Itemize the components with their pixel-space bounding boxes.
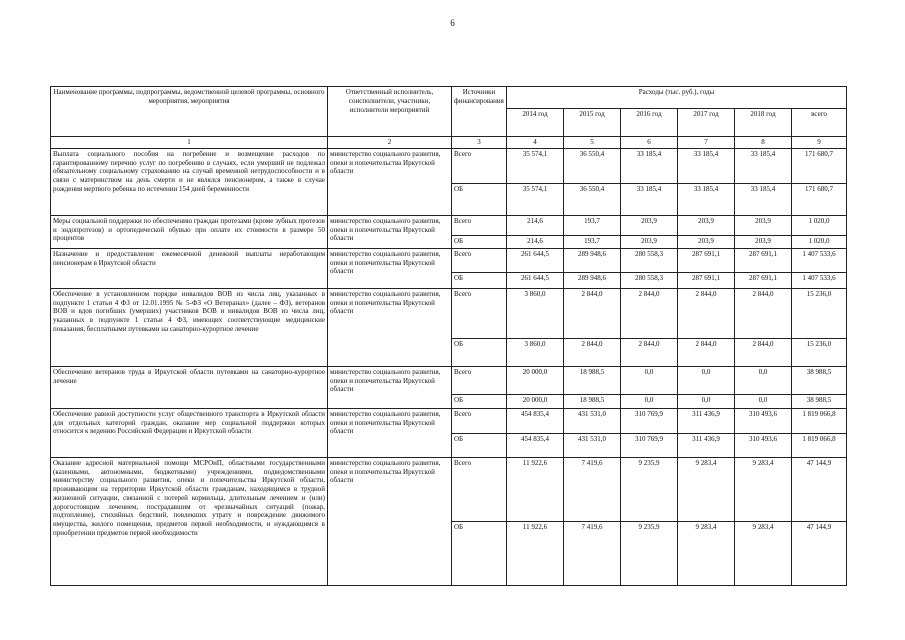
column-number: 3 bbox=[452, 137, 507, 149]
funding-source: Всего bbox=[452, 457, 507, 521]
funding-source: ОБ bbox=[452, 433, 507, 457]
table-row bbox=[51, 148, 847, 183]
expense-value: 0,0 bbox=[621, 394, 678, 408]
column-number: 9 bbox=[792, 137, 847, 149]
expense-value: 0,0 bbox=[621, 366, 678, 394]
program-name: Выплата социального пособия на погребение и возмещение расходов по гарантированному перечню услуг по погребению в случаях, если умерший не подлежал обязательному социальному страхованию на случай временной нетрудоспособности и в связи с материнством на день смерти и не являлся пенсионером, а также в случае рождения мертвого ребенка по истечении 154 дней беременности bbox=[51, 148, 328, 215]
funding-source: Всего bbox=[452, 288, 507, 338]
expense-value: 203,9 bbox=[735, 215, 792, 235]
expense-value: 9 283,4 bbox=[678, 457, 735, 521]
funding-source: ОБ bbox=[452, 183, 507, 215]
expense-total: 1 407 533,6 bbox=[792, 248, 847, 272]
expense-value: 310 769,9 bbox=[621, 408, 678, 433]
expense-total: 47 144,9 bbox=[792, 457, 847, 521]
expense-value: 2 844,0 bbox=[564, 288, 621, 338]
executor: министерство социального развития, опеки и попечительства Иркутской области bbox=[328, 288, 452, 366]
expense-value: 18 988,5 bbox=[564, 394, 621, 408]
expense-value: 0,0 bbox=[678, 366, 735, 394]
expense-value: 287 691,1 bbox=[735, 272, 792, 288]
expense-value: 193,7 bbox=[564, 235, 621, 248]
expense-value: 2 844,0 bbox=[678, 338, 735, 366]
expense-value: 20 000,0 bbox=[507, 394, 564, 408]
expense-value: 18 988,5 bbox=[564, 366, 621, 394]
program-name: Назначение и предоставление ежемесячной денежной выплаты неработающим пенсионерам в Иркутской области bbox=[51, 248, 328, 288]
expense-value: 33 185,4 bbox=[678, 183, 735, 215]
expense-total: 1 819 066,8 bbox=[792, 408, 847, 433]
expense-value: 287 691,1 bbox=[678, 248, 735, 272]
expense-value: 35 574,1 bbox=[507, 183, 564, 215]
expense-value: 2 844,0 bbox=[564, 338, 621, 366]
expense-value: 3 860,0 bbox=[507, 288, 564, 338]
expense-value: 0,0 bbox=[678, 394, 735, 408]
expense-value: 310 493,6 bbox=[735, 433, 792, 457]
table-row bbox=[51, 248, 847, 272]
program-name: Оказание адресной материальной помощи МСРОиП, областными государственными (казенными, автономными, бюджетными) учреждениями, подведомственными министерству социального развития, опеки и попечительства Иркутской области, проживающим на территории Иркутской области гражданам, находящимся в трудной жизненной ситуации, связанной с потерей кормильца, длительным лечением и (или) дорогостоящим лечением, пострадавшим от чрезвычайных ситуаций (пожар, подтопление), стихийных бедствий, повлекших утрату и повреждение движимого имущества, жилого помещения, предметов первой необходимости, и нуждающимся в приобретении предметов первой необходимости bbox=[51, 457, 328, 585]
funding-source: Всего bbox=[452, 148, 507, 183]
expense-value: 0,0 bbox=[735, 366, 792, 394]
expense-value: 36 550,4 bbox=[564, 183, 621, 215]
expense-value: 2 844,0 bbox=[735, 338, 792, 366]
header-total: всего bbox=[792, 109, 847, 137]
expense-value: 310 493,6 bbox=[735, 408, 792, 433]
column-number: 6 bbox=[621, 137, 678, 149]
executor: министерство социального развития, опеки и попечительства Иркутской области bbox=[328, 215, 452, 248]
expense-value: 431 531,0 bbox=[564, 408, 621, 433]
expense-value: 36 550,4 bbox=[564, 148, 621, 183]
header-year: 2017 год bbox=[678, 109, 735, 137]
header-expenses: Расходы (тыс. руб.), годы bbox=[507, 87, 847, 109]
expense-value: 214,6 bbox=[507, 215, 564, 235]
expense-value: 0,0 bbox=[735, 394, 792, 408]
expense-value: 431 531,0 bbox=[564, 433, 621, 457]
expense-value: 203,9 bbox=[621, 235, 678, 248]
expense-value: 454 835,4 bbox=[507, 408, 564, 433]
expense-value: 289 948,6 bbox=[564, 272, 621, 288]
expense-value: 9 235,9 bbox=[621, 521, 678, 585]
table-row bbox=[51, 215, 847, 235]
expense-value: 203,9 bbox=[678, 235, 735, 248]
expense-total: 171 680,7 bbox=[792, 183, 847, 215]
expense-total: 1 407 533,6 bbox=[792, 272, 847, 288]
expense-total: 38 988,5 bbox=[792, 394, 847, 408]
expense-total: 47 144,9 bbox=[792, 521, 847, 585]
executor: министерство социального развития, опеки и попечительства Иркутской области bbox=[328, 408, 452, 457]
column-number: 1 bbox=[51, 137, 328, 149]
column-number: 4 bbox=[507, 137, 564, 149]
funding-source: Всего bbox=[452, 366, 507, 394]
expense-value: 310 769,9 bbox=[621, 433, 678, 457]
expense-total: 38 988,5 bbox=[792, 366, 847, 394]
column-number: 8 bbox=[735, 137, 792, 149]
expense-value: 33 185,4 bbox=[621, 148, 678, 183]
expense-value: 9 283,4 bbox=[735, 457, 792, 521]
expense-value: 2 844,0 bbox=[678, 288, 735, 338]
page-number: 6 bbox=[450, 18, 455, 28]
table-row bbox=[51, 457, 847, 521]
expense-value: 280 558,3 bbox=[621, 248, 678, 272]
header-executor: Ответственный исполнитель, соисполнители, участники, исполнители мероприятий bbox=[328, 87, 452, 137]
program-name: Обеспечение ветеранов труда в Иркутской области путевками на санаторно-курортное лечение bbox=[51, 366, 328, 408]
column-number: 7 bbox=[678, 137, 735, 149]
expense-value: 7 419,6 bbox=[564, 457, 621, 521]
expense-value: 311 436,9 bbox=[678, 408, 735, 433]
table-row bbox=[51, 408, 847, 433]
expense-value: 7 419,6 bbox=[564, 521, 621, 585]
expense-value: 454 835,4 bbox=[507, 433, 564, 457]
expenses-table bbox=[50, 86, 847, 586]
program-name: Обеспечение в установленном порядке инвалидов ВОВ из числа лиц, указанных в подпункте 1 статьи 4 ФЗ от 12.01.1995 № 5-ФЗ «О Ветеранах» (далее – ФЗ), ветеранов ВОВ и вдов погибших (умерших) участников ВОВ и инвалидов ВОВ из числа лиц, указанных в подпункте 1 статьи 4 ФЗ, имеющих соответствующие медицинские показания, бесплатными путевками на санаторно-курортное лечение bbox=[51, 288, 328, 366]
expense-value: 33 185,4 bbox=[621, 183, 678, 215]
expense-value: 261 644,5 bbox=[507, 248, 564, 272]
expense-total: 1 020,0 bbox=[792, 215, 847, 235]
table-row bbox=[51, 288, 847, 338]
expense-value: 2 844,0 bbox=[735, 288, 792, 338]
expense-value: 35 574,1 bbox=[507, 148, 564, 183]
expense-value: 193,7 bbox=[564, 215, 621, 235]
expense-value: 280 558,3 bbox=[621, 272, 678, 288]
column-number: 5 bbox=[564, 137, 621, 149]
expense-value: 311 436,9 bbox=[678, 433, 735, 457]
program-name: Меры социальной поддержки по обеспечению граждан протезами (кроме зубных протезов и эндопротезов) и ортопедической обувью при оплате их стоимости в размере 50 процентов bbox=[51, 215, 328, 248]
executor: министерство социального развития, опеки и попечительства Иркутской области bbox=[328, 148, 452, 215]
expense-value: 203,9 bbox=[621, 215, 678, 235]
expense-value: 9 283,4 bbox=[735, 521, 792, 585]
expense-value: 20 000,0 bbox=[507, 366, 564, 394]
funding-source: ОБ bbox=[452, 394, 507, 408]
funding-source: Всего bbox=[452, 408, 507, 433]
program-name: Обеспечение равной доступности услуг общественного транспорта в Иркутской области для отдельных категорий граждан, оказание мер социальной поддержки которых относится к ведению Российской Федерации и Иркутской области bbox=[51, 408, 328, 457]
expense-value: 3 860,0 bbox=[507, 338, 564, 366]
expense-value: 203,9 bbox=[678, 215, 735, 235]
table-row bbox=[51, 366, 847, 394]
executor: министерство социального развития, опеки и попечительства Иркутской области bbox=[328, 457, 452, 585]
funding-source: ОБ bbox=[452, 338, 507, 366]
funding-source: ОБ bbox=[452, 235, 507, 248]
header-year: 2014 год bbox=[507, 109, 564, 137]
header-year: 2016 год bbox=[621, 109, 678, 137]
header-source: Источники финансирования bbox=[452, 87, 507, 137]
expense-value: 9 235,9 bbox=[621, 457, 678, 521]
expense-value: 2 844,0 bbox=[621, 288, 678, 338]
expense-total: 1 819 066,8 bbox=[792, 433, 847, 457]
expense-value: 261 644,5 bbox=[507, 272, 564, 288]
header-year: 2018 год bbox=[735, 109, 792, 137]
expense-total: 171 680,7 bbox=[792, 148, 847, 183]
expense-value: 33 185,4 bbox=[735, 148, 792, 183]
executor: министерство социального развития, опеки и попечительства Иркутской области bbox=[328, 248, 452, 288]
expense-total: 15 236,0 bbox=[792, 288, 847, 338]
expense-value: 287 691,1 bbox=[735, 248, 792, 272]
expense-value: 33 185,4 bbox=[735, 183, 792, 215]
header-year: 2015 год bbox=[564, 109, 621, 137]
expense-value: 2 844,0 bbox=[621, 338, 678, 366]
expense-value: 214,6 bbox=[507, 235, 564, 248]
executor: министерство социального развития, опеки и попечительства Иркутской области bbox=[328, 366, 452, 408]
expense-value: 203,9 bbox=[735, 235, 792, 248]
header-name: Наименование программы, подпрограммы, ведомственной целевой программы, основного мероприятия, мероприятия bbox=[51, 87, 328, 137]
funding-source: ОБ bbox=[452, 272, 507, 288]
expense-value: 11 922,6 bbox=[507, 521, 564, 585]
expense-value: 287 691,1 bbox=[678, 272, 735, 288]
funding-source: Всего bbox=[452, 248, 507, 272]
funding-source: Всего bbox=[452, 215, 507, 235]
expense-value: 11 922,6 bbox=[507, 457, 564, 521]
expense-value: 33 185,4 bbox=[678, 148, 735, 183]
expense-value: 289 948,6 bbox=[564, 248, 621, 272]
funding-source: ОБ bbox=[452, 521, 507, 585]
expense-value: 9 283,4 bbox=[678, 521, 735, 585]
expense-total: 1 020,0 bbox=[792, 235, 847, 248]
expense-total: 15 236,0 bbox=[792, 338, 847, 366]
column-number: 2 bbox=[328, 137, 452, 149]
